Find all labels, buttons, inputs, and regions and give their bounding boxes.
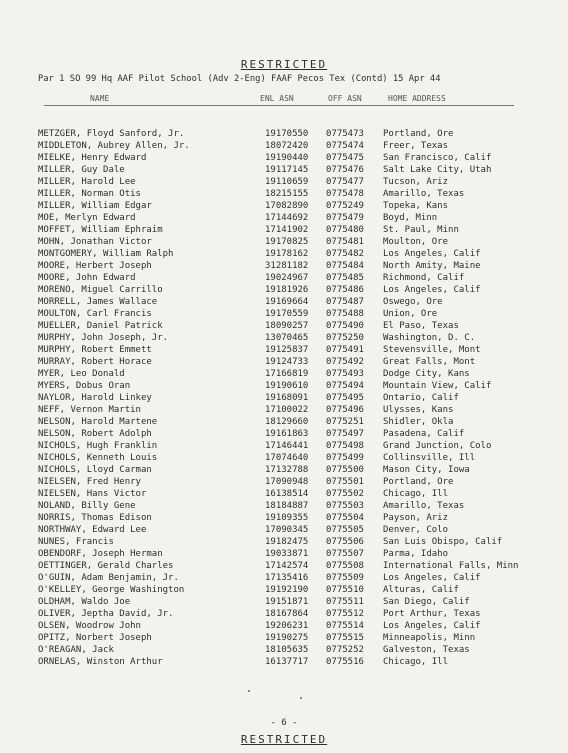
roster-enl-asn: 17082890 — [265, 201, 309, 211]
roster-off-asn: 0775494 — [326, 381, 364, 391]
roster-home-address: Denver, Colo — [383, 525, 449, 535]
roster-off-asn: 0775477 — [326, 177, 364, 187]
roster-off-asn: 0775515 — [326, 633, 364, 643]
table-row — [38, 620, 558, 632]
roster-name: MILLER, William Edgar — [38, 201, 152, 211]
table-row — [38, 596, 558, 608]
roster-home-address: El Paso, Texas — [383, 321, 459, 331]
roster-name: MORRELL, James Wallace — [38, 297, 158, 307]
roster-home-address: Amarillo, Texas — [383, 501, 465, 511]
roster-off-asn: 0775473 — [326, 129, 364, 139]
roster-home-address: Shidler, Okla — [383, 417, 454, 427]
roster-name: ORNELAS, Winston Arthur — [38, 657, 163, 667]
roster-off-asn: 0775250 — [326, 333, 364, 343]
roster-enl-asn: 16138514 — [265, 489, 309, 499]
roster-enl-asn: 16137717 — [265, 657, 309, 667]
roster-home-address: Los Angeles, Calif — [383, 621, 481, 631]
roster-enl-asn: 19190610 — [265, 381, 309, 391]
roster-enl-asn: 19170825 — [265, 237, 309, 247]
roster-off-asn: 0775507 — [326, 549, 364, 559]
table-row — [38, 152, 558, 164]
roster-home-address: Topeka, Kans — [383, 201, 449, 211]
table-row — [38, 560, 558, 572]
table-row — [38, 188, 558, 200]
table-row — [38, 140, 558, 152]
roster-name: MYERS, Dobus Oran — [38, 381, 131, 391]
roster-off-asn: 0775486 — [326, 285, 364, 295]
roster-off-asn: 0775506 — [326, 537, 364, 547]
roster-off-asn: 0775501 — [326, 477, 364, 487]
roster-home-address: San Francisco, Calif — [383, 153, 492, 163]
roster-name: NICHOLS, Lloyd Carman — [38, 465, 152, 475]
table-row — [38, 656, 558, 668]
roster-name: MOORE, John Edward — [38, 273, 136, 283]
roster-home-address: Portland, Ore — [383, 477, 454, 487]
roster-off-asn: 0775476 — [326, 165, 364, 175]
roster-home-address: Amarillo, Texas — [383, 189, 465, 199]
roster-enl-asn: 19024967 — [265, 273, 309, 283]
roster-enl-asn: 17090948 — [265, 477, 309, 487]
roster-enl-asn: 13070465 — [265, 333, 309, 343]
table-row — [38, 320, 558, 332]
roster-off-asn: 0775484 — [326, 261, 364, 271]
roster-name: MILLER, Norman Otis — [38, 189, 141, 199]
table-row — [38, 440, 558, 452]
roster-home-address: Los Angeles, Calif — [383, 573, 481, 583]
roster-enl-asn: 17132788 — [265, 465, 309, 475]
table-row — [38, 176, 558, 188]
roster-off-asn: 0775491 — [326, 345, 364, 355]
roster-name: MIELKE, Henry Edward — [38, 153, 147, 163]
table-row — [38, 308, 558, 320]
table-row — [38, 356, 558, 368]
roster-name: NICHOLS, Hugh Franklin — [38, 441, 158, 451]
roster-off-asn: 0775493 — [326, 369, 364, 379]
table-row — [38, 488, 558, 500]
roster-enl-asn: 19151871 — [265, 597, 309, 607]
column-header-name: NAME — [90, 94, 110, 103]
roster-off-asn: 0775496 — [326, 405, 364, 415]
roster-off-asn: 0775504 — [326, 513, 364, 523]
roster-off-asn: 0775505 — [326, 525, 364, 535]
roster-name: MOHN, Jonathan Victor — [38, 237, 152, 247]
roster-home-address: San Diego, Calif — [383, 597, 470, 607]
roster-home-address: Ulysses, Kans — [383, 405, 454, 415]
roster-off-asn: 0775481 — [326, 237, 364, 247]
roster-home-address: Galveston, Texas — [383, 645, 470, 655]
table-row — [38, 524, 558, 536]
table-row — [38, 428, 558, 440]
roster-home-address: San Luis Obispo, Calif — [383, 537, 503, 547]
roster-home-address: Union, Ore — [383, 309, 438, 319]
roster-off-asn: 0775249 — [326, 201, 364, 211]
roster-name: O'REAGAN, Jack — [38, 645, 114, 655]
table-row — [38, 368, 558, 380]
roster-name: MURPHY, John Joseph, Jr. — [38, 333, 169, 343]
ink-speck — [300, 697, 302, 699]
roster-enl-asn: 19170559 — [265, 309, 309, 319]
header-rule — [44, 105, 514, 106]
roster-off-asn: 0775490 — [326, 321, 364, 331]
roster-enl-asn: 19110659 — [265, 177, 309, 187]
roster-name: MORENO, Miguel Carrillo — [38, 285, 163, 295]
roster-name: NORRIS, Thomas Edison — [38, 513, 152, 523]
roster-off-asn: 0775492 — [326, 357, 364, 367]
roster-name: NELSON, Robert Adolph — [38, 429, 152, 439]
roster-enl-asn: 17090345 — [265, 525, 309, 535]
roster-off-asn: 0775252 — [326, 645, 364, 655]
table-row — [38, 344, 558, 356]
roster-name: MURRAY, Robert Horace — [38, 357, 152, 367]
roster-off-asn: 0775251 — [326, 417, 364, 427]
column-header-off-asn: OFF ASN — [328, 94, 362, 103]
table-row — [38, 200, 558, 212]
order-header: Par 1 SO 99 Hq AAF Pilot School (Adv 2-Eng) FAAF Pecos Tex (Contd) 15 Apr 44 — [38, 74, 441, 84]
roster-home-address: Richmond, Calif — [383, 273, 465, 283]
roster-off-asn: 0775479 — [326, 213, 364, 223]
roster-name: NIELSEN, Fred Henry — [38, 477, 141, 487]
roster-home-address: Los Angeles, Calif — [383, 249, 481, 259]
roster-enl-asn: 19109355 — [265, 513, 309, 523]
table-row — [38, 380, 558, 392]
roster-enl-asn: 18129660 — [265, 417, 309, 427]
table-row — [38, 260, 558, 272]
roster-home-address: Moulton, Ore — [383, 237, 449, 247]
roster-name: OETTINGER, Gerald Charles — [38, 561, 174, 571]
column-headers — [38, 94, 553, 106]
table-row — [38, 500, 558, 512]
roster-name: NEFF, Vernon Martin — [38, 405, 141, 415]
roster-off-asn: 0775495 — [326, 393, 364, 403]
roster-enl-asn: 19192190 — [265, 585, 309, 595]
roster-enl-asn: 17141902 — [265, 225, 309, 235]
table-row — [38, 464, 558, 476]
roster-home-address: Chicago, Ill — [383, 489, 449, 499]
roster-home-address: Alturas, Calif — [383, 585, 459, 595]
roster-home-address: Washington, D. C. — [383, 333, 476, 343]
roster-name: MURPHY, Robert Emmett — [38, 345, 152, 355]
roster-name: OBENDORF, Joseph Herman — [38, 549, 163, 559]
roster-enl-asn: 18167864 — [265, 609, 309, 619]
roster-home-address: Los Angeles, Calif — [383, 285, 481, 295]
column-header-enl-asn: ENL ASN — [260, 94, 294, 103]
roster-home-address: St. Paul, Minn — [383, 225, 459, 235]
roster-enl-asn: 31281182 — [265, 261, 309, 271]
roster-home-address: Chicago, Ill — [383, 657, 449, 667]
roster-name: OLIVER, Jeptha David, Jr. — [38, 609, 174, 619]
roster-home-address: Pasadena, Calif — [383, 429, 465, 439]
roster-enl-asn: 19206231 — [265, 621, 309, 631]
roster-off-asn: 0775508 — [326, 561, 364, 571]
roster-name: MOE, Merlyn Edward — [38, 213, 136, 223]
table-row — [38, 584, 558, 596]
table-row — [38, 392, 558, 404]
table-row — [38, 572, 558, 584]
roster-enl-asn: 19117145 — [265, 165, 309, 175]
roster-enl-asn: 18090257 — [265, 321, 309, 331]
roster-name: OLSEN, Woodrow John — [38, 621, 141, 631]
table-row — [38, 476, 558, 488]
table-row — [38, 284, 558, 296]
roster-home-address: Oswego, Ore — [383, 297, 443, 307]
roster-enl-asn: 17166819 — [265, 369, 309, 379]
roster-list — [38, 128, 558, 668]
table-row — [38, 164, 558, 176]
roster-off-asn: 0775497 — [326, 429, 364, 439]
table-row — [38, 236, 558, 248]
roster-off-asn: 0775510 — [326, 585, 364, 595]
table-row — [38, 644, 558, 656]
roster-off-asn: 0775498 — [326, 441, 364, 451]
roster-off-asn: 0775512 — [326, 609, 364, 619]
roster-enl-asn: 19190275 — [265, 633, 309, 643]
table-row — [38, 224, 558, 236]
table-row — [38, 332, 558, 344]
roster-name: NOLAND, Billy Gene — [38, 501, 136, 511]
table-row — [38, 416, 558, 428]
roster-name: MIDDLETON, Aubrey Allen, Jr. — [38, 141, 190, 151]
roster-enl-asn: 17100022 — [265, 405, 309, 415]
roster-home-address: Salt Lake City, Utah — [383, 165, 492, 175]
roster-home-address: Portland, Ore — [383, 129, 454, 139]
roster-off-asn: 0775485 — [326, 273, 364, 283]
roster-home-address: Great Falls, Mont — [383, 357, 476, 367]
roster-name: NIELSEN, Hans Victor — [38, 489, 147, 499]
roster-name: MILLER, Harold Lee — [38, 177, 136, 187]
roster-off-asn: 0775511 — [326, 597, 364, 607]
table-row — [38, 536, 558, 548]
roster-name: NAYLOR, Harold Linkey — [38, 393, 152, 403]
roster-name: O'GUIN, Adam Benjamin, Jr. — [38, 573, 179, 583]
roster-home-address: Mason City, Iowa — [383, 465, 470, 475]
roster-home-address: Collinsville, Ill — [383, 453, 476, 463]
roster-name: MUELLER, Daniel Patrick — [38, 321, 163, 331]
roster-off-asn: 0775488 — [326, 309, 364, 319]
roster-off-asn: 0775474 — [326, 141, 364, 151]
table-row — [38, 404, 558, 416]
roster-home-address: Boyd, Minn — [383, 213, 438, 223]
roster-enl-asn: 19125837 — [265, 345, 309, 355]
roster-enl-asn: 17142574 — [265, 561, 309, 571]
roster-name: MYER, Leo Donald — [38, 369, 125, 379]
roster-enl-asn: 19170550 — [265, 129, 309, 139]
roster-enl-asn: 17146441 — [265, 441, 309, 451]
roster-name: OLDHAM, Waldo Joe — [38, 597, 131, 607]
roster-home-address: North Amity, Maine — [383, 261, 481, 271]
roster-enl-asn: 18184887 — [265, 501, 309, 511]
roster-name: MOFFET, William Ephraim — [38, 225, 163, 235]
roster-enl-asn: 17135416 — [265, 573, 309, 583]
roster-name: OPITZ, Norbert Joseph — [38, 633, 152, 643]
roster-enl-asn: 18105635 — [265, 645, 309, 655]
roster-off-asn: 0775480 — [326, 225, 364, 235]
roster-home-address: Dodge City, Kans — [383, 369, 470, 379]
roster-name: O'KELLEY, George Washington — [38, 585, 185, 595]
roster-enl-asn: 19161863 — [265, 429, 309, 439]
roster-name: NORTHWAY, Edward Lee — [38, 525, 147, 535]
roster-enl-asn: 19181926 — [265, 285, 309, 295]
roster-off-asn: 0775502 — [326, 489, 364, 499]
roster-name: NUNES, Francis — [38, 537, 114, 547]
roster-name: NELSON, Harold Martene — [38, 417, 158, 427]
roster-home-address: Stevensville, Mont — [383, 345, 481, 355]
table-row — [38, 608, 558, 620]
roster-off-asn: 0775499 — [326, 453, 364, 463]
roster-off-asn: 0775500 — [326, 465, 364, 475]
table-row — [38, 128, 558, 140]
column-header-home-address: HOME ADDRESS — [388, 94, 446, 103]
roster-enl-asn: 19169664 — [265, 297, 309, 307]
roster-home-address: Ontario, Calif — [383, 393, 459, 403]
table-row — [38, 248, 558, 260]
page-number: - 6 - — [270, 718, 298, 728]
roster-name: METZGER, Floyd Sanford, Jr. — [38, 129, 185, 139]
roster-home-address: Minneapolis, Minn — [383, 633, 476, 643]
roster-name: MILLER, Guy Dale — [38, 165, 125, 175]
table-row — [38, 548, 558, 560]
roster-off-asn: 0775478 — [326, 189, 364, 199]
roster-off-asn: 0775503 — [326, 501, 364, 511]
roster-enl-asn: 19182475 — [265, 537, 309, 547]
roster-off-asn: 0775514 — [326, 621, 364, 631]
roster-home-address: Grand Junction, Colo — [383, 441, 492, 451]
roster-home-address: Payson, Ariz — [383, 513, 449, 523]
roster-home-address: Tucson, Ariz — [383, 177, 449, 187]
roster-off-asn: 0775487 — [326, 297, 364, 307]
roster-off-asn: 0775475 — [326, 153, 364, 163]
roster-name: MOORE, Herbert Joseph — [38, 261, 152, 271]
classification-top: RESTRICTED — [240, 58, 328, 71]
table-row — [38, 452, 558, 464]
roster-enl-asn: 19124733 — [265, 357, 309, 367]
table-row — [38, 512, 558, 524]
table-row — [38, 296, 558, 308]
roster-enl-asn: 19178162 — [265, 249, 309, 259]
roster-name: NICHOLS, Kenneth Louis — [38, 453, 158, 463]
table-row — [38, 212, 558, 224]
roster-off-asn: 0775516 — [326, 657, 364, 667]
roster-home-address: Freer, Texas — [383, 141, 449, 151]
table-row — [38, 632, 558, 644]
roster-home-address: Port Arthur, Texas — [383, 609, 481, 619]
roster-enl-asn: 18072420 — [265, 141, 309, 151]
roster-off-asn: 0775509 — [326, 573, 364, 583]
roster-home-address: International Falls, Minn — [383, 561, 519, 571]
roster-enl-asn: 17074640 — [265, 453, 309, 463]
roster-name: MOULTON, Carl Francis — [38, 309, 152, 319]
roster-enl-asn: 17144692 — [265, 213, 309, 223]
roster-home-address: Parma, Idaho — [383, 549, 449, 559]
table-row — [38, 272, 558, 284]
roster-enl-asn: 18215155 — [265, 189, 309, 199]
ink-speck — [248, 690, 250, 692]
roster-name: MONTGOMERY, William Ralph — [38, 249, 174, 259]
roster-off-asn: 0775482 — [326, 249, 364, 259]
roster-home-address: Mountain View, Calif — [383, 381, 492, 391]
classification-bottom: RESTRICTED — [240, 733, 328, 746]
roster-enl-asn: 19168091 — [265, 393, 309, 403]
roster-enl-asn: 19190440 — [265, 153, 309, 163]
roster-enl-asn: 19033871 — [265, 549, 309, 559]
